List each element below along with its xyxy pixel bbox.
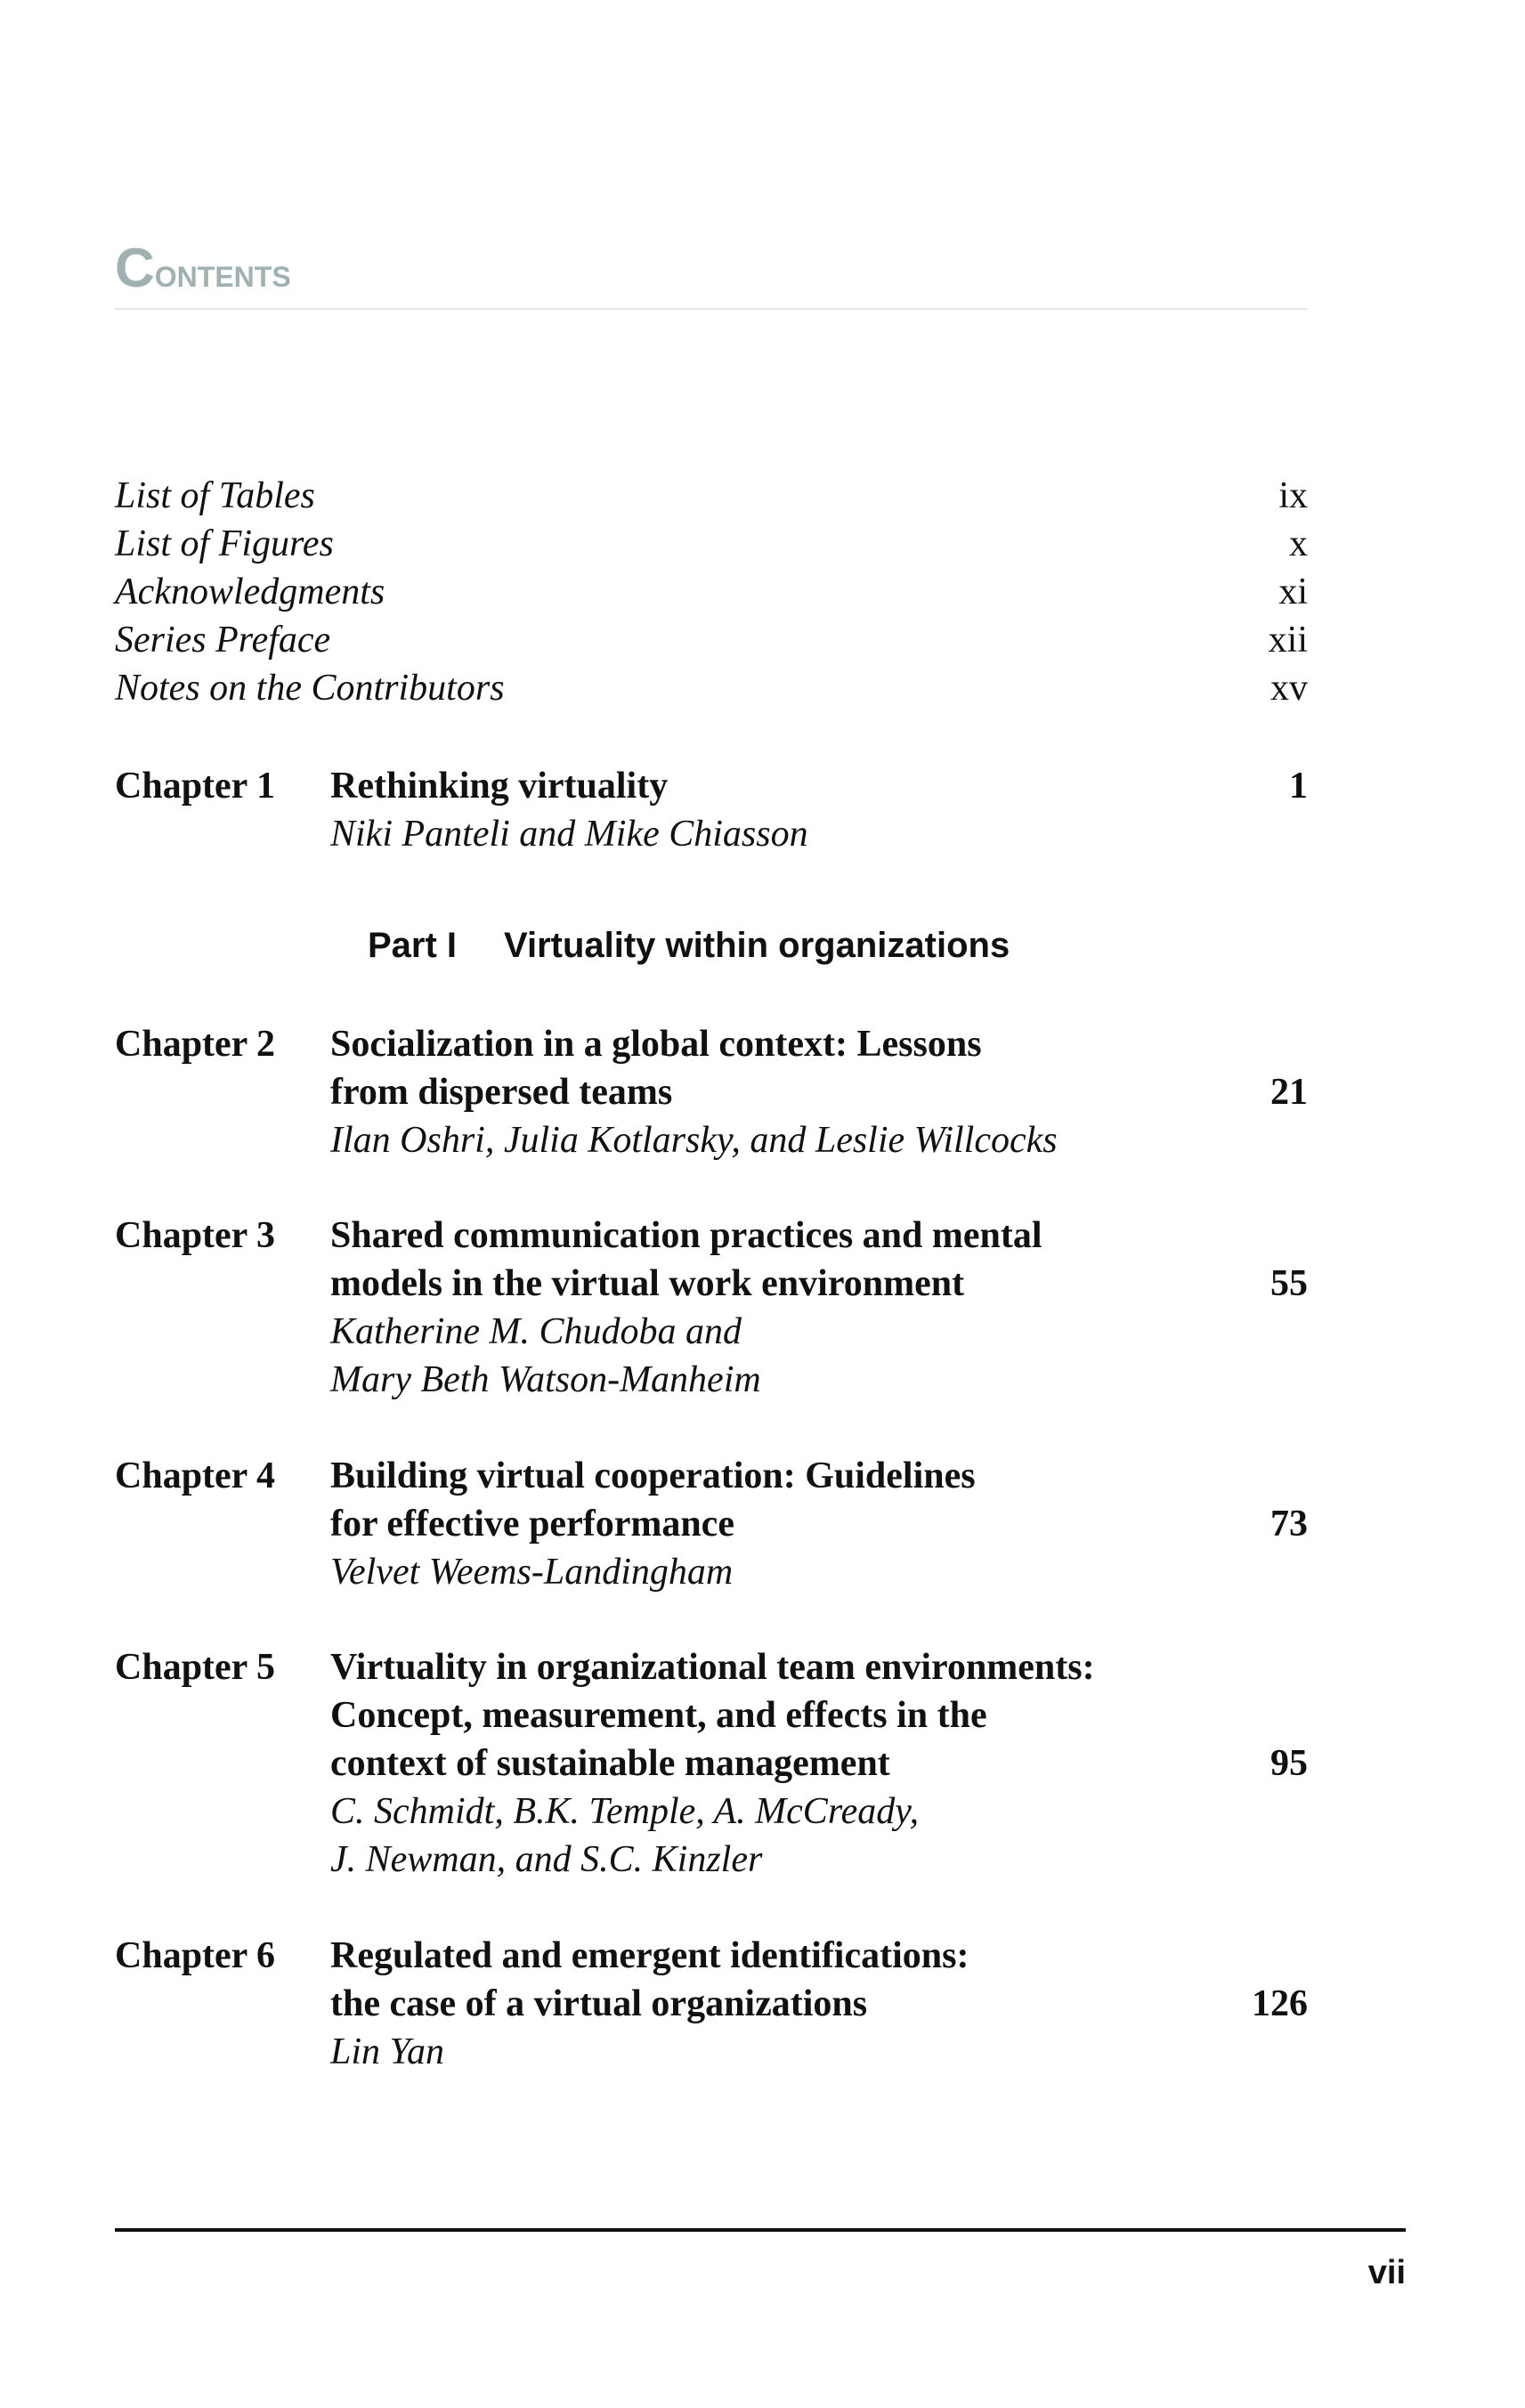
toc-entry-page: xi: [1278, 572, 1308, 612]
chapter-authors: Velvet Weems-Landingham: [330, 1552, 734, 1593]
toc-entry-page: xv: [1270, 668, 1308, 709]
page-title: [115, 228, 1308, 310]
toc-entry-list-of-figures[interactable]: [115, 520, 1308, 568]
toc-entry-list-of-tables[interactable]: [115, 472, 1308, 520]
part-title: Virtuality within organizations: [504, 926, 1010, 965]
toc-entry-series-preface[interactable]: [115, 616, 1308, 664]
page-title-rest: ontents: [154, 249, 291, 296]
chapter-title: from dispersed teams: [330, 1072, 673, 1113]
chapter-page: 21: [1270, 1072, 1308, 1113]
toc-entry-acknowledgments[interactable]: [115, 568, 1308, 616]
chapter-title: models in the virtual work environment: [330, 1263, 965, 1304]
chapter-number: Chapter 6: [115, 1935, 276, 1976]
toc-entry-label: Series Preface: [115, 620, 331, 661]
chapter-authors: Mary Beth Watson-Manheim: [330, 1359, 761, 1400]
chapter-title-line: [330, 762, 1308, 810]
chapter-authors: Lin Yan: [330, 2031, 445, 2072]
toc-entry-page: ix: [1278, 475, 1308, 516]
chapter-authors: Ilan Oshri, Julia Kotlarsky, and Leslie Willcocks: [330, 1120, 1058, 1161]
toc-entry-label: Acknowledgments: [115, 572, 385, 612]
footer-rule: [115, 2228, 1406, 2232]
toc-chapter-1[interactable]: [115, 762, 1308, 858]
chapter-title: for effective performance: [330, 1504, 734, 1545]
toc-entry-page: x: [1289, 523, 1308, 564]
toc-entry-label: List of Figures: [115, 523, 334, 564]
chapter-title: context of sustainable management: [330, 1743, 890, 1784]
page-title-initial: C: [115, 238, 155, 299]
chapter-title: Rethinking virtuality: [330, 766, 669, 807]
part-heading: [368, 919, 1010, 972]
chapter-page: 1: [1289, 766, 1308, 807]
chapter-number: Chapter 4: [115, 1455, 276, 1496]
toc-entry-label: List of Tables: [115, 475, 315, 516]
chapter-number: Chapter 3: [115, 1215, 276, 1256]
part-label: Part I: [368, 926, 458, 965]
front-matter-list: [115, 472, 1308, 712]
toc-entry-notes-on-contributors[interactable]: [115, 664, 1308, 712]
chapter-page: 95: [1270, 1743, 1308, 1784]
toc-entry-page: xii: [1268, 620, 1308, 661]
toc-chapter-4[interactable]: [115, 1452, 1308, 1596]
chapter-title: Regulated and emergent identifications:: [330, 1935, 969, 1976]
chapter-page: 55: [1270, 1263, 1308, 1304]
chapter-page: 73: [1270, 1504, 1308, 1545]
chapter-number: Chapter 5: [115, 1647, 276, 1688]
toc-entry-label: Notes on the Contributors: [115, 668, 505, 709]
toc-chapter-3[interactable]: [115, 1212, 1308, 1404]
chapter-title: Virtuality in organizational team environments:: [330, 1647, 1095, 1688]
chapter-authors: J. Newman, and S.C. Kinzler: [330, 1839, 763, 1880]
chapter-title: Building virtual cooperation: Guidelines: [330, 1455, 976, 1496]
chapter-number: Chapter 2: [115, 1024, 276, 1065]
chapter-title: Concept, measurement, and effects in the: [330, 1695, 987, 1736]
toc-chapter-2[interactable]: [115, 1020, 1308, 1164]
chapter-number: Chapter 1: [115, 766, 276, 807]
chapter-title: the case of a virtual organizations: [330, 1983, 868, 2024]
toc-chapter-6[interactable]: [115, 1932, 1308, 2076]
chapter-authors: Katherine M. Chudoba and: [330, 1311, 742, 1352]
chapter-title: Shared communication practices and mental: [330, 1215, 1042, 1256]
chapter-page: 126: [1252, 1983, 1308, 2024]
toc-chapter-5[interactable]: [115, 1643, 1308, 1884]
page-number: vii: [1367, 2254, 1406, 2291]
chapter-authors: C. Schmidt, B.K. Temple, A. McCready,: [330, 1791, 920, 1832]
chapter-authors: Niki Panteli and Mike Chiasson: [330, 814, 808, 855]
chapter-title: Socialization in a global context: Lessons: [330, 1024, 982, 1065]
